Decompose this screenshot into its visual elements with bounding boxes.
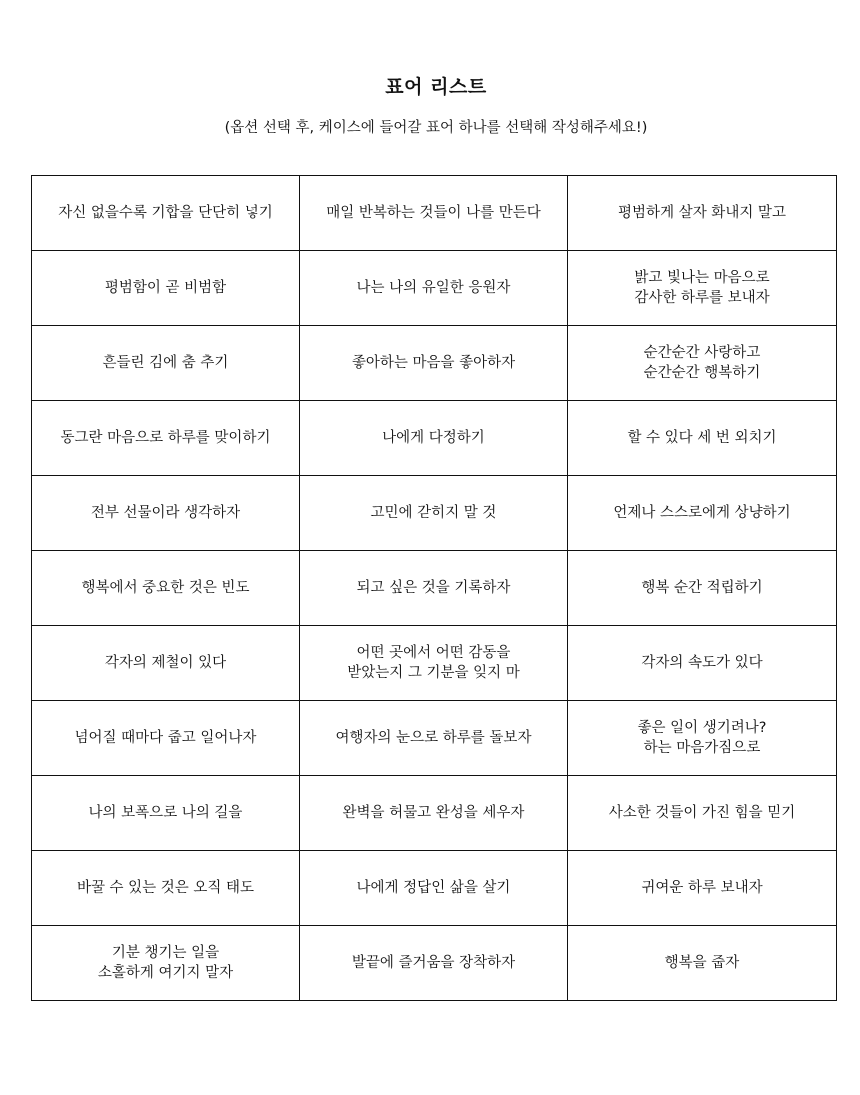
slogan-cell[interactable]: 행복 순간 적립하기 [568,551,837,626]
slogan-cell[interactable]: 사소한 것들이 가진 힘을 믿기 [568,776,837,851]
table-row [32,551,837,626]
table-row [32,326,837,401]
table-row [32,926,837,1001]
table-row [32,251,837,326]
slogan-cell[interactable]: 각자의 제철이 있다 [32,626,300,701]
slogan-cell[interactable]: 나의 보폭으로 나의 길을 [32,776,300,851]
slogan-cell[interactable]: 행복을 줍자 [568,926,837,1001]
slogan-cell[interactable]: 좋아하는 마음을 좋아하자 [300,326,568,401]
slogan-cell[interactable]: 밝고 빛나는 마음으로 감사한 하루를 보내자 [568,251,837,326]
slogan-cell[interactable]: 고민에 갇히지 말 것 [300,476,568,551]
slogan-cell[interactable]: 매일 반복하는 것들이 나를 만든다 [300,176,568,251]
slogan-cell[interactable]: 평범함이 곧 비범함 [32,251,300,326]
slogan-table [31,175,837,1001]
slogan-cell[interactable]: 되고 싶은 것을 기록하자 [300,551,568,626]
slogan-cell[interactable]: 평범하게 살자 화내지 말고 [568,176,837,251]
slogan-cell[interactable]: 좋은 일이 생기려나? 하는 마음가짐으로 [568,701,837,776]
slogan-cell[interactable]: 할 수 있다 세 번 외치기 [568,401,837,476]
slogan-cell[interactable]: 전부 선물이라 생각하자 [32,476,300,551]
table-row [32,476,837,551]
slogan-cell[interactable]: 완벽을 허물고 완성을 세우자 [300,776,568,851]
slogan-cell[interactable]: 나에게 정답인 삶을 살기 [300,851,568,926]
slogan-cell[interactable]: 각자의 속도가 있다 [568,626,837,701]
table-row [32,626,837,701]
slogan-cell[interactable]: 나는 나의 유일한 응원자 [300,251,568,326]
slogan-cell[interactable]: 행복에서 중요한 것은 빈도 [32,551,300,626]
table-row [32,851,837,926]
slogan-cell[interactable]: 넘어질 때마다 줍고 일어나자 [32,701,300,776]
slogan-cell[interactable]: 어떤 곳에서 어떤 감동을 받았는지 그 기분을 잊지 마 [300,626,568,701]
slogan-cell[interactable]: 자신 없을수록 기합을 단단히 넣기 [32,176,300,251]
slogan-cell[interactable]: 언제나 스스로에게 상냥하기 [568,476,837,551]
table-row [32,401,837,476]
slogan-cell[interactable]: 동그란 마음으로 하루를 맞이하기 [32,401,300,476]
slogan-cell[interactable]: 여행자의 눈으로 하루를 돌보자 [300,701,568,776]
slogan-cell[interactable]: 흔들린 김에 춤 추기 [32,326,300,401]
slogan-cell[interactable]: 귀여운 하루 보내자 [568,851,837,926]
table-row [32,701,837,776]
slogan-cell[interactable]: 바꿀 수 있는 것은 오직 태도 [32,851,300,926]
slogan-cell[interactable]: 기분 챙기는 일을 소홀하게 여기지 말자 [32,926,300,1001]
table-row [32,176,837,251]
slogan-cell[interactable]: 발끝에 즐거움을 장착하자 [300,926,568,1001]
page-title: 표어 리스트 [385,76,487,98]
page-subtitle: (옵션 선택 후, 케이스에 들어갈 표어 하나를 선택해 작성해주세요!) [224,120,648,136]
slogan-cell[interactable]: 순간순간 사랑하고 순간순간 행복하기 [568,326,837,401]
slogan-cell[interactable]: 나에게 다정하기 [300,401,568,476]
table-row [32,776,837,851]
